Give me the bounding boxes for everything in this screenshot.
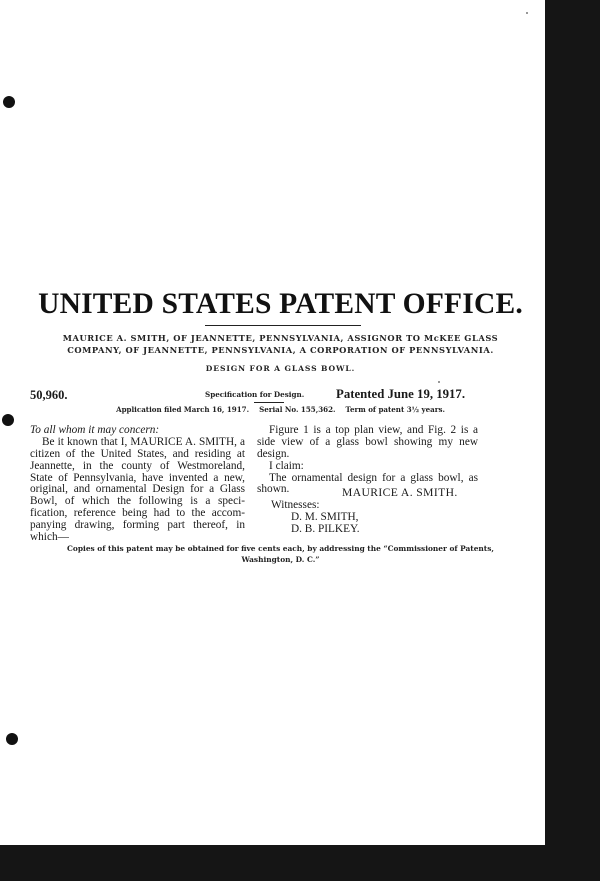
copies-note-line-2: Washington, D. C.”	[241, 555, 320, 564]
claim-line: shown.	[257, 483, 290, 496]
specification-rule	[254, 402, 284, 403]
punch-hole	[6, 733, 18, 745]
body-line: Figure 1 is a top plan view, and Fig. 2 is a	[269, 424, 478, 436]
body-line: design.	[257, 447, 290, 460]
serial-number: Serial No. 155,362.	[259, 405, 336, 414]
office-title: UNITED STATES PATENT OFFICE.	[38, 288, 523, 320]
salutation: To all whom it may concern:	[30, 424, 160, 436]
inventor-line-2: COMPANY, OF JEANNETTE, PENNSYLVANIA, A CORPORATION OF PENNSYLVANIA.	[67, 345, 494, 355]
left-column	[30, 425, 245, 544]
scan-speck	[438, 381, 440, 383]
body-line: citizen of the United States, and residing at	[30, 447, 245, 460]
punch-hole	[3, 96, 15, 108]
body-line: fication, reference being had to the accom-	[30, 507, 245, 520]
body-line: panying drawing, forming part thereof, in	[30, 519, 245, 532]
witness-name: D. M. SMITH,	[291, 511, 359, 523]
specification-label: Specification for Design.	[205, 390, 305, 399]
scan-speck	[526, 12, 528, 14]
body-line: side view of a glass bowl showing my new	[257, 435, 478, 448]
witness-name: D. B. PILKEY.	[291, 523, 360, 535]
body-line: State of Pennsylvania, have invented a new,	[30, 471, 245, 484]
body-line: Bowl, of which the following is a speci-	[30, 495, 245, 508]
application-filed: Application filed March 16, 1917.	[116, 405, 250, 414]
claim-line: The ornamental design for a glass bowl, as	[269, 471, 478, 484]
scan-border-bottom	[0, 845, 600, 881]
body-line: Jeannette, in the county of Westmoreland,	[30, 459, 245, 472]
inventor-signature: MAURICE A. SMITH.	[342, 486, 458, 499]
patented-date: Patented June 19, 1917.	[336, 387, 466, 401]
scan-border-right	[545, 0, 600, 881]
application-line	[20, 406, 541, 413]
body-line: original, and ornamental Design for a Glass	[30, 483, 245, 496]
title-rule	[205, 325, 361, 326]
inventor-line-1: MAURICE A. SMITH, OF JEANNETTE, PENNSYLVANIA, ASSIGNOR TO McKEE GLASS	[62, 333, 499, 343]
patent-number: 50,960.	[30, 388, 68, 402]
witnesses-label: Witnesses:	[271, 499, 320, 511]
design-title: DESIGN FOR A GLASS BOWL.	[205, 364, 356, 373]
patent-term: Term of patent 3½ years.	[345, 405, 445, 414]
body-line: Be it known that I, MAURICE A. SMITH, a	[42, 435, 245, 448]
punch-hole	[2, 414, 14, 426]
body-line: which—	[30, 531, 69, 544]
claim-heading: I claim:	[269, 459, 304, 472]
copies-note-line-1: Copies of this patent may be obtained for five cents each, by addressing the “Commissioner of Patents,	[67, 544, 494, 553]
